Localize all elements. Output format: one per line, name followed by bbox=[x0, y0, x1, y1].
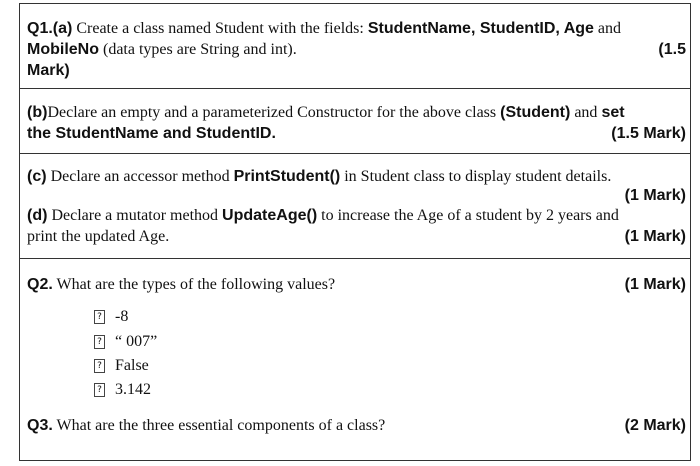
q1a-marks-part-1: (1.5 bbox=[658, 41, 686, 58]
q2-marks: (1 Mark) bbox=[624, 276, 686, 293]
q1d-text-2: to increase the Age of a student by 2 years and bbox=[317, 207, 619, 224]
q3-label: Q3. bbox=[27, 417, 53, 434]
q1c-line-1 bbox=[27, 167, 611, 187]
q1d-bold-1: UpdateAge() bbox=[222, 207, 318, 224]
q1a-line-1 bbox=[27, 19, 621, 39]
q1b-label: (b) bbox=[27, 104, 48, 121]
q1a-text-1: Create a class named Student with the fields: bbox=[72, 20, 368, 37]
q3-line bbox=[27, 416, 385, 436]
q2-text: What are the types of the following values? bbox=[52, 276, 336, 293]
q1b-line-1 bbox=[27, 103, 625, 123]
divider bbox=[19, 153, 691, 154]
divider bbox=[19, 258, 691, 259]
missing-glyph-box-icon: ? bbox=[94, 383, 105, 397]
q1a-text-3: (data types are String and int). bbox=[99, 41, 297, 58]
q2-value: False bbox=[115, 357, 149, 374]
q1d-line-1 bbox=[27, 206, 619, 226]
q1a-line-2 bbox=[27, 40, 297, 60]
q1b-text-2: and bbox=[570, 104, 602, 121]
q1d-text-1: Declare a mutator method bbox=[47, 207, 223, 224]
q2-value: -8 bbox=[115, 308, 129, 325]
q1b-text-1: Declare an empty and a parameterized Constructor for the above class bbox=[47, 104, 501, 121]
q2-value: “ 007” bbox=[115, 333, 158, 350]
q1d-text-3: print the updated Age. bbox=[27, 228, 170, 245]
q1c-text-1: Declare an accessor method bbox=[46, 168, 234, 185]
q1c-label: (c) bbox=[27, 168, 47, 185]
q2-value: 3.142 bbox=[115, 381, 151, 398]
list-item bbox=[94, 332, 157, 352]
q1c-bold-1: PrintStudent() bbox=[233, 168, 341, 185]
q2-label: Q2. bbox=[27, 276, 53, 293]
q1a-text-2: and bbox=[593, 20, 622, 37]
q2-line bbox=[27, 275, 335, 295]
q1c-marks: (1 Mark) bbox=[624, 187, 686, 204]
q1a-marks-part-2: Mark) bbox=[27, 62, 70, 79]
divider bbox=[19, 88, 691, 89]
q1a-fields-bold-2: MobileNo bbox=[27, 41, 99, 58]
list-item bbox=[94, 380, 151, 400]
missing-glyph-box-icon: ? bbox=[94, 335, 105, 349]
list-item bbox=[94, 307, 128, 327]
q1b-bold-3: the StudentName and StudentID. bbox=[27, 125, 276, 142]
q3-marks: (2 Mark) bbox=[624, 417, 686, 434]
missing-glyph-box-icon: ? bbox=[94, 310, 105, 324]
q1b-marks: (1.5 Mark) bbox=[611, 125, 686, 142]
q3-text: What are the three essential components of a class? bbox=[52, 417, 386, 434]
q1c-text-2: in Student class to display student details. bbox=[340, 168, 612, 185]
q1d-marks: (1 Mark) bbox=[624, 228, 686, 245]
q1d-label: (d) bbox=[27, 207, 48, 224]
missing-glyph-box-icon: ? bbox=[94, 359, 105, 373]
q1a-fields-bold-1: StudentName, StudentID, Age bbox=[367, 20, 594, 37]
q1a-label: Q1.(a) bbox=[27, 20, 73, 37]
list-item bbox=[94, 356, 149, 376]
q1b-bold-1: (Student) bbox=[500, 104, 571, 121]
q1b-bold-2: set bbox=[601, 104, 625, 121]
